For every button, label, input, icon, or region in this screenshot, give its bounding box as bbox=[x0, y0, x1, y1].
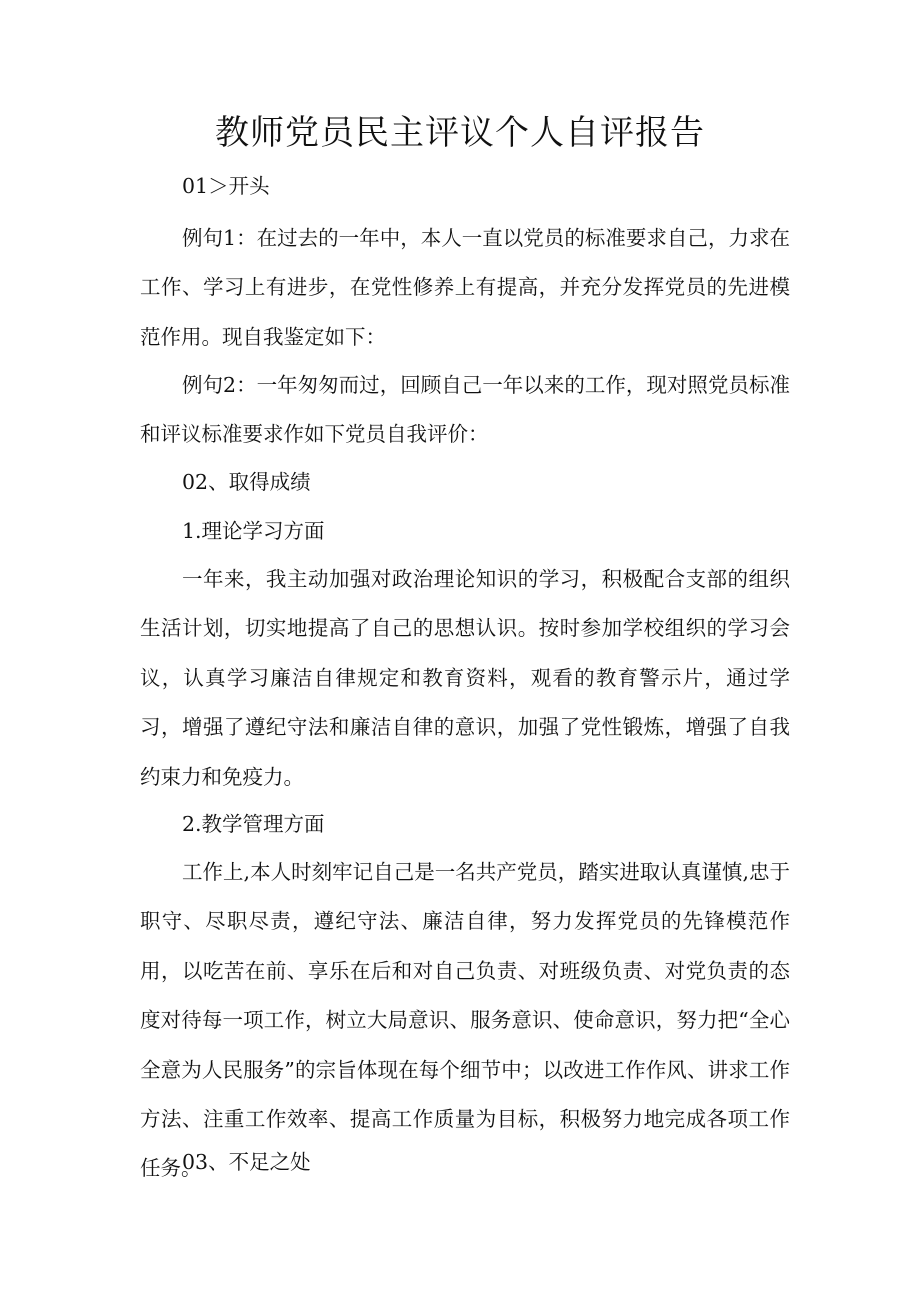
subheading-teaching-management: 2.教学管理方面 bbox=[182, 812, 325, 836]
section-heading-opening: 01＞开头 bbox=[182, 174, 270, 198]
subheading-theory-study: 1.理论学习方面 bbox=[182, 519, 325, 543]
paragraph-theory-study: 一年来，我主动加强对政治理论知识的学习，积极配合支部的组织生活计划，切实地提高了自己的思想认识。按时参加学校组织的学习会议，认真学习廉洁自律规定和教育资料，观看的教育警示片，通过学习，增强了遵纪守法和廉洁自律的意识，加强了党性锻炼，增强了自我约束力和免疫力。 bbox=[140, 567, 790, 789]
paragraph-example-1: 例句1：在过去的一年中，本人一直以党员的标准要求自己，力求在工作、学习上有进步，在党性修养上有提高，并充分发挥党员的先进模范作用。现自我鉴定如下： bbox=[140, 226, 790, 349]
section-heading-achievements: 02、取得成绩 bbox=[182, 470, 311, 494]
paragraph-example-2: 例句2：一年匆匆而过，回顾自己一年以来的工作，现对照党员标准和评议标准要求作如下党员自我评价： bbox=[140, 373, 790, 447]
document-title: 教师党员民主评议个人自评报告 bbox=[215, 113, 705, 153]
section-heading-shortcomings: 03、不足之处 bbox=[182, 1150, 311, 1174]
paragraph-teaching-management: 工作上,本人时刻牢记自己是一名共产党员，踏实进取认真谨慎,忠于职守、尽职尽责，遵纪守法、廉洁自律，努力发挥党员的先锋模范作用，以吃苦在前、享乐在后和对自己负责、对班级负责、对党负责的态度对待每一项工作，树立大局意识、服务意识、使命意识，努力把“全心全意为人民服务”的宗旨体现在每个细节中；以改进工作作风、讲求工作方法、注重工作效率、提高工作质量为目标，积极努力地完成各项工作任务。 bbox=[140, 860, 790, 1181]
